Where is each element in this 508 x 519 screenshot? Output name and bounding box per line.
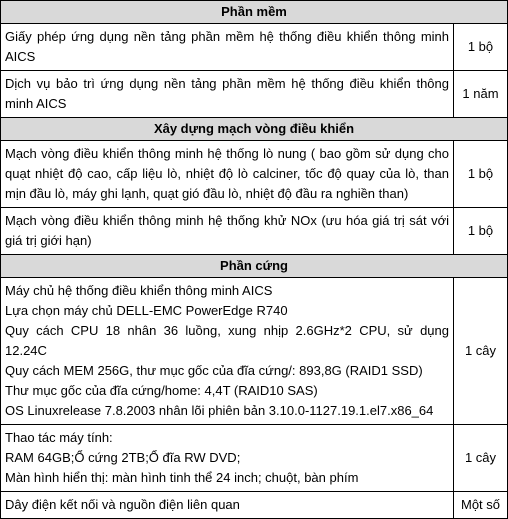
item-quantity: 1 bộ — [454, 208, 508, 255]
section-header-row — [1, 255, 508, 278]
item-description: Mạch vòng điều khiển thông minh hệ thống lò nung ( bao gồm sử dụng cho quạt nhiệt độ cao, cấp liệu lò, nhiệt độ lò calciner, tốc độ quay của lò, than mịn đầu lò, máy ghi lạnh, quạt gió đầu lò, nhiệt độ đầu ra nghiền than) — [1, 141, 454, 208]
item-description: Dịch vụ bảo trì ứng dụng nền tảng phần mềm hệ thống điều khiển thông minh AICS — [1, 71, 454, 118]
table-row — [1, 208, 508, 255]
section-title-software: Phần mềm — [1, 1, 508, 24]
item-description: Giấy phép ứng dụng nền tảng phần mềm hệ thống điều khiển thông minh AICS — [1, 24, 454, 71]
spec-line: Quy cách CPU 18 nhân 36 luồng, xung nhịp 2.6GHz*2 CPU, sử dụng 12.24C — [5, 323, 449, 358]
spec-line: Thao tác máy tính: — [5, 430, 113, 445]
item-description: Mạch vòng điều khiển thông minh hệ thống khử NOx (ưu hóa giá trị sát với giá trị giới hạn) — [1, 208, 454, 255]
spec-line: OS Linuxrelease 7.8.2003 nhân lõi phiên bản 3.10.0-1127.19.1.el7.x86_64 — [5, 403, 434, 418]
item-quantity: Một số — [454, 492, 508, 519]
section-title-hardware: Phần cứng — [1, 255, 508, 278]
section-header-row — [1, 1, 508, 24]
section-header-row — [1, 118, 508, 141]
spec-line: Thư mục gốc của đĩa cứng/home: 4,4T (RAID10 SAS) — [5, 383, 318, 398]
item-quantity: 1 cây — [454, 425, 508, 492]
item-quantity: 1 bộ — [454, 141, 508, 208]
spec-line: Quy cách MEM 256G, thư mục gốc của đĩa cứng/: 893,8G (RAID1 SSD) — [5, 363, 423, 378]
spec-line: Máy chủ hệ thống điều khiển thông minh AICS — [5, 283, 273, 298]
spec-line: Lựa chọn máy chủ DELL-EMC PowerEdge R740 — [5, 303, 288, 318]
table-row — [1, 71, 508, 118]
item-description — [1, 278, 454, 425]
item-quantity: 1 cây — [454, 278, 508, 425]
table-row — [1, 425, 508, 492]
spec-line: Màn hình hiển thị: màn hình tinh thể 24 inch; chuột, bàn phím — [5, 470, 359, 485]
table-row — [1, 278, 508, 425]
item-description — [1, 425, 454, 492]
spec-line: RAM 64GB;Ổ cứng 2TB;Ổ đĩa RW DVD; — [5, 450, 241, 465]
table-row — [1, 141, 508, 208]
section-title-control-loops: Xây dựng mạch vòng điều khiển — [1, 118, 508, 141]
table-row — [1, 492, 508, 519]
item-quantity: 1 bộ — [454, 24, 508, 71]
item-description: Dây điện kết nối và nguồn điện liên quan — [1, 492, 454, 519]
item-quantity: 1 năm — [454, 71, 508, 118]
table-row — [1, 24, 508, 71]
